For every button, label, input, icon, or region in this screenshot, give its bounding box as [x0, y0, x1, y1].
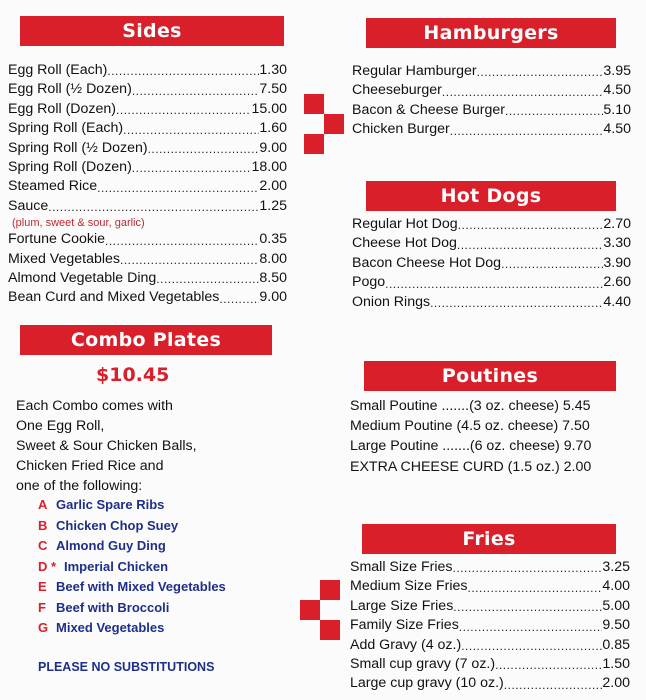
combo-option — [38, 557, 226, 578]
menu-item — [350, 558, 630, 577]
combo-option — [38, 618, 226, 639]
item-name: Egg Roll (Each) — [8, 62, 108, 78]
item-price: 1.50 — [602, 656, 630, 673]
hotdogs-list — [352, 215, 631, 312]
item-price: 1.25 — [259, 197, 287, 214]
item-price: 2.70 — [603, 216, 631, 232]
item-price: 4.50 — [603, 82, 631, 99]
sides-header: Sides — [20, 16, 284, 46]
sauce-note: (plum, sweet & sour, garlic) — [12, 217, 145, 230]
menu-item — [8, 177, 287, 196]
item-name: Fortune Cookie — [8, 231, 105, 248]
item-name: Regular Hamburger — [352, 63, 477, 79]
item-name: Spring Roll (Dozen) — [8, 159, 132, 176]
item-price: 2.00 — [602, 675, 630, 692]
menu-item: Large Poutine .......(6 oz. cheese) 9.70 — [350, 438, 592, 455]
item-price: 1.60 — [259, 120, 287, 137]
option-name: Beef with Broccoli — [56, 599, 170, 615]
combo-header: Combo Plates — [20, 325, 272, 355]
option-name: Garlic Spare Ribs — [56, 497, 165, 512]
item-name: Bean Curd and Mixed Vegetables — [8, 289, 220, 306]
item-price: 8.50 — [259, 270, 287, 287]
option-letter: C — [38, 538, 48, 553]
item-name: Egg Roll (Dozen) — [8, 100, 117, 117]
option-letter: D * — [38, 558, 57, 574]
menu-item — [350, 616, 630, 635]
menu-item — [8, 119, 287, 138]
menu-item — [352, 62, 631, 81]
menu-item — [352, 215, 631, 234]
option-letter: A — [38, 497, 48, 512]
menu-item — [352, 254, 631, 273]
option-name: Almond Guy Ding — [56, 538, 166, 553]
item-name: Steamed Rice — [8, 178, 98, 195]
hamburgers-list — [352, 62, 631, 140]
menu-item — [8, 80, 287, 99]
menu-item: Small Poutine .......(3 oz. cheese) 5.45 — [350, 398, 591, 414]
menu-item — [8, 288, 287, 307]
combo-option — [38, 577, 226, 598]
item-name: Egg Roll (½ Dozen) — [8, 81, 132, 98]
menu-item — [8, 139, 287, 158]
item-price: 3.90 — [603, 254, 631, 271]
menu-item: EXTRA CHEESE CURD (1.5 oz.) 2.00 — [350, 458, 592, 475]
item-name: Large cup gravy (10 oz.) — [350, 675, 504, 692]
item-name: Add Gravy (4 oz.) — [350, 636, 462, 653]
item-name: Small Size Fries — [350, 559, 453, 575]
item-name: Cheese Hot Dog — [352, 235, 457, 252]
item-price: 5.10 — [603, 101, 631, 118]
combo-option — [38, 598, 226, 619]
menu-item — [8, 250, 287, 269]
item-price: 7.50 — [259, 81, 287, 98]
menu-item — [8, 197, 287, 216]
no-substitutions-note: PLEASE NO SUBSTITUTIONS — [38, 660, 215, 674]
item-price: 15.00 — [251, 100, 287, 117]
option-name: Mixed Vegetables — [56, 620, 165, 635]
option-letter: G — [38, 620, 49, 635]
menu-item — [350, 577, 630, 596]
item-price: 8.00 — [259, 250, 287, 267]
item-name: Onion Rings — [352, 293, 431, 310]
menu-item — [350, 636, 630, 655]
combo-option — [38, 536, 226, 557]
combo-line: One Egg Roll, — [16, 418, 105, 434]
menu-item — [350, 597, 630, 616]
item-price: 9.50 — [602, 617, 630, 634]
item-price: 18.00 — [251, 159, 287, 176]
combo-option — [38, 495, 226, 516]
menu-item — [350, 655, 630, 674]
item-name: Medium Size Fries — [350, 578, 468, 595]
item-price: 5.00 — [602, 597, 630, 614]
item-price: 0.35 — [259, 231, 287, 248]
combo-line: one of the following: — [16, 478, 143, 494]
item-price: 4.40 — [603, 293, 631, 310]
item-name: Bacon Cheese Hot Dog — [352, 254, 502, 271]
item-price: 2.60 — [603, 274, 631, 291]
menu-item — [8, 269, 287, 288]
item-name: Spring Roll (½ Dozen) — [8, 139, 148, 156]
item-name: Regular Hot Dog — [352, 216, 458, 232]
item-name: Large Size Fries — [350, 597, 454, 614]
combo-line: Chicken Fried Rice and — [16, 458, 164, 474]
option-letter: F — [38, 599, 46, 615]
item-price: 1.30 — [259, 62, 287, 78]
option-letter: B — [38, 517, 48, 533]
item-price: 3.95 — [603, 63, 631, 79]
hotdogs-header: Hot Dogs — [366, 181, 616, 211]
menu-item — [352, 234, 631, 253]
menu-item — [352, 293, 631, 312]
item-name: Chicken Burger — [352, 121, 450, 138]
item-name: Sauce — [8, 197, 49, 214]
item-name: Mixed Vegetables — [8, 250, 120, 267]
poutines-header: Poutines — [364, 361, 616, 391]
fries-header: Fries — [362, 524, 616, 554]
item-price: 0.85 — [602, 636, 630, 653]
menu-item — [352, 120, 631, 139]
item-price: 4.50 — [603, 121, 631, 138]
item-name: Cheeseburger — [352, 82, 442, 99]
menu-item — [352, 81, 631, 100]
item-price: 3.30 — [603, 235, 631, 252]
menu-item — [8, 158, 287, 177]
item-price: 4.00 — [602, 578, 630, 595]
option-name: Chicken Chop Suey — [56, 517, 179, 533]
option-name: Beef with Mixed Vegetables — [56, 579, 226, 594]
item-name: Almond Vegetable Ding — [8, 270, 157, 287]
combo-option — [38, 516, 226, 537]
item-price: 9.00 — [259, 139, 287, 156]
poutines-list — [350, 396, 634, 477]
item-price: 2.00 — [259, 178, 287, 195]
fries-list — [350, 558, 630, 694]
item-name: Spring Roll (Each) — [8, 120, 124, 137]
menu-item — [8, 230, 287, 249]
item-name: Pogo — [352, 274, 386, 291]
combo-options — [38, 495, 226, 639]
sides-list — [8, 61, 287, 308]
combo-line: Each Combo comes with — [16, 398, 173, 414]
option-letter: E — [38, 579, 47, 594]
hamburgers-header: Hamburgers — [366, 18, 616, 48]
combo-line: Sweet & Sour Chicken Balls, — [16, 438, 197, 454]
combo-price: $10.45 — [96, 364, 170, 386]
item-price: 3.25 — [602, 559, 630, 575]
combo-description — [16, 396, 197, 496]
menu-item: Medium Poutine (4.5 oz. cheese) 7.50 — [350, 418, 590, 435]
menu-item — [8, 61, 287, 80]
item-name: Family Size Fries — [350, 617, 459, 634]
menu-item — [352, 101, 631, 120]
option-name: Imperial Chicken — [64, 558, 169, 574]
menu-item — [8, 100, 287, 119]
item-name: Small cup gravy (7 oz.) — [350, 656, 496, 673]
menu-item — [352, 273, 631, 292]
item-name: Bacon & Cheese Burger — [352, 101, 506, 118]
item-price: 9.00 — [259, 289, 287, 306]
menu-item — [350, 674, 630, 693]
